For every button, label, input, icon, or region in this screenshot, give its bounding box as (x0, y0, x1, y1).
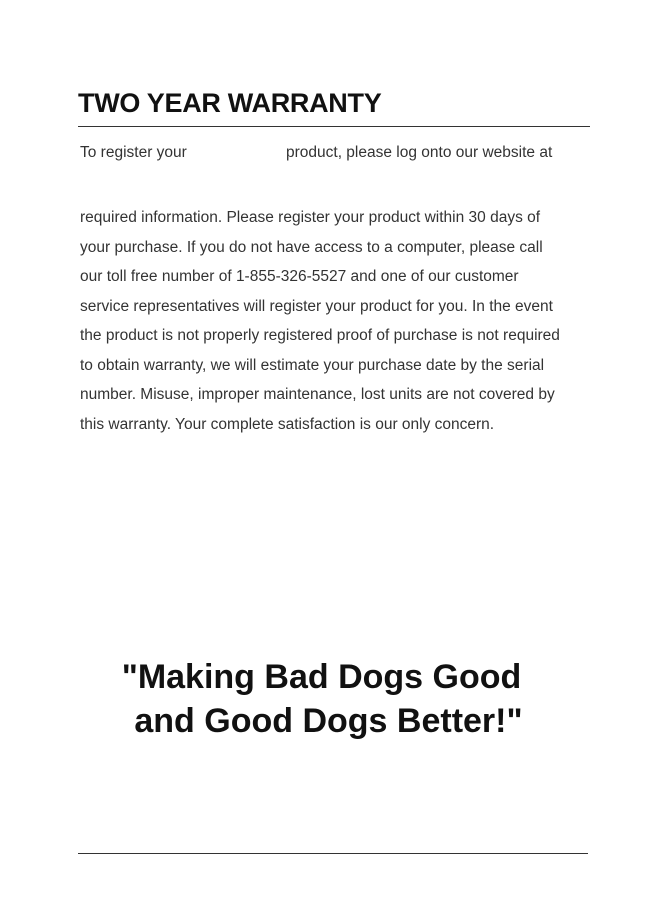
body-line: our toll free number of 1-855-326-5527 and one of our customer (80, 268, 519, 285)
warranty-body (80, 203, 610, 439)
footer-divider (78, 853, 588, 854)
body-line: service representatives will register your product for you. In the event (80, 297, 553, 315)
slogan (0, 655, 669, 743)
slogan-line-1: "Making Bad Dogs Good (121, 658, 522, 696)
intro-text-start: To register your (80, 144, 187, 161)
intro-text-end: product, please log onto our website at (286, 144, 553, 161)
body-line: to obtain warranty, we will estimate your purchase date by the serial (80, 356, 545, 374)
body-line: required information. Please register your product within 30 days of (80, 209, 541, 226)
body-line: the product is not properly registered proof of purchase is not required (80, 327, 560, 344)
page-title: TWO YEAR WARRANTY (78, 88, 382, 118)
body-line: number. Misuse, improper maintenance, lost units are not covered by (80, 386, 555, 403)
slogan-line-2: and Good Dogs Better!" (134, 702, 523, 740)
body-line: your purchase. If you do not have access to a computer, please call (80, 238, 543, 256)
title-divider (78, 126, 590, 127)
body-line: this warranty. Your complete satisfaction is our only concern. (80, 415, 495, 433)
